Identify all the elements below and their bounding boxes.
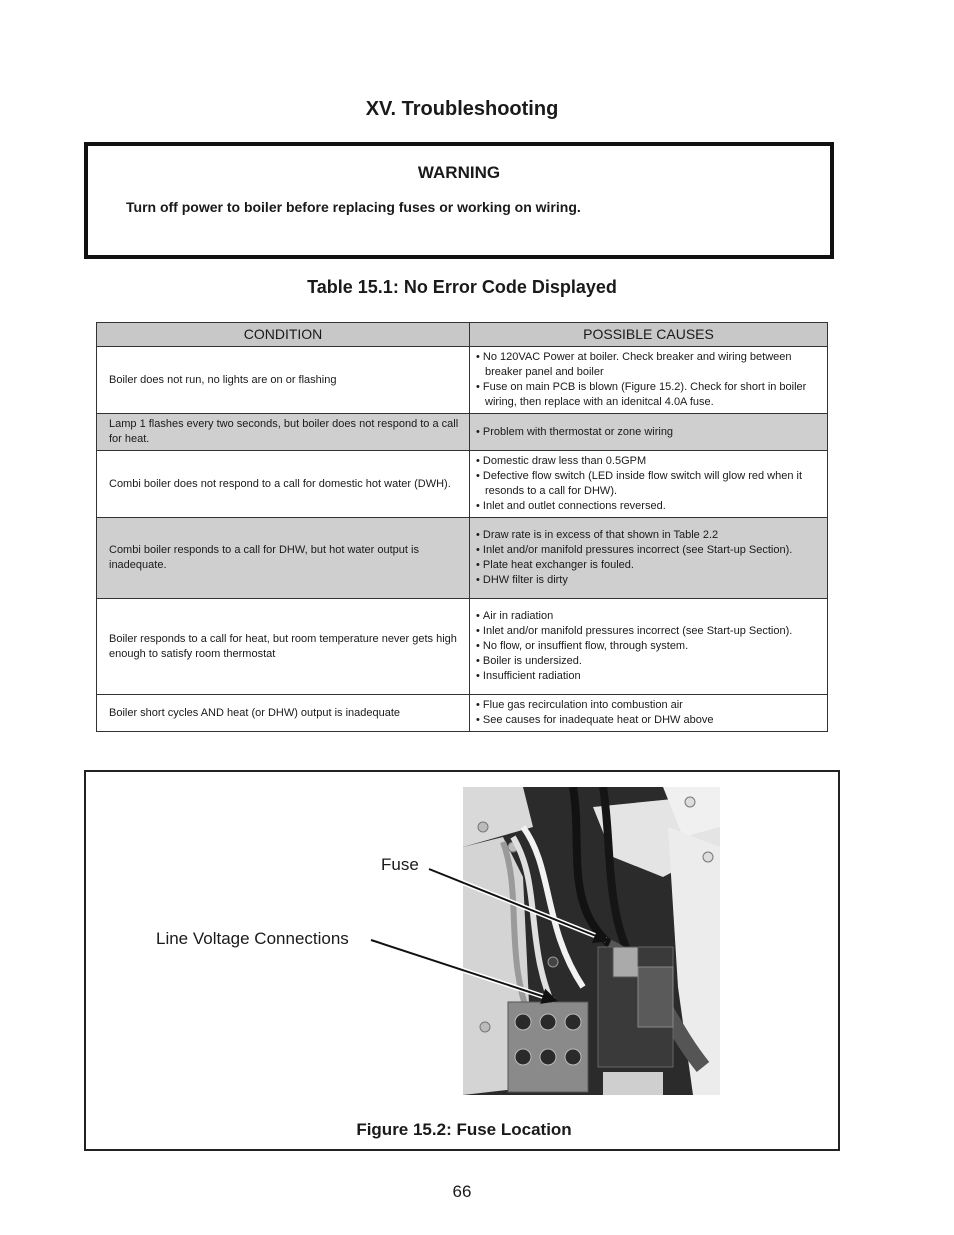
table-row [97,599,828,695]
cause-item: • Air in radiation [476,609,821,624]
causes-cell [470,414,828,451]
warning-text: Turn off power to boiler before replacing fuses or working on wiring. [126,199,581,215]
cause-item: • Draw rate is in excess of that shown in Table 2.2 [476,528,821,543]
cause-item: • Flue gas recirculation into combustion air [476,698,821,713]
cause-item: • Defective flow switch (LED inside flow switch will glow red when it resonds to a call for DHW). [476,469,821,499]
cause-item: • DHW filter is dirty [476,573,821,588]
cause-item: • Fuse on main PCB is blown (Figure 15.2). Check for short in boiler wiring, then replace with an idenitcal 4.0A fuse. [476,380,821,410]
cause-item: • Plate heat exchanger is fouled. [476,558,821,573]
causes-cell [470,599,828,695]
condition-cell: Boiler short cycles AND heat (or DHW) output is inadequate [97,695,470,732]
warning-title: WARNING [417,163,501,182]
header-condition: CONDITION [97,323,470,347]
cause-item: • Inlet and/or manifold pressures incorrect (see Start-up Section). [476,543,821,558]
cause-item: • Insufficient radiation [476,669,821,684]
table-header-row [97,323,828,347]
page-title: XV. Troubleshooting [365,98,559,120]
condition-cell: Combi boiler does not respond to a call for domestic hot water (DWH). [97,451,470,518]
table-row [97,414,828,451]
page-number: 66 [452,1182,472,1201]
cause-item: • Inlet and/or manifold pressures incorrect (see Start-up Section). [476,624,821,639]
cause-item: • No flow, or insuffient flow, through system. [476,639,821,654]
causes-cell [470,518,828,599]
table-row [97,451,828,518]
condition-cell: Boiler responds to a call for heat, but room temperature never gets high enough to satisfy room thermostat [97,599,470,695]
boiler-wiring-illustration [463,787,720,1095]
figure-caption: Figure 15.2: Fuse Location [356,1120,572,1139]
cause-item: • No 120VAC Power at boiler. Check breaker and wiring between breaker panel and boiler [476,350,821,380]
causes-cell [470,451,828,518]
condition-cell: Lamp 1 flashes every two seconds, but boiler does not respond to a call for heat. [97,414,470,451]
figure-box [84,770,840,1151]
cause-item: • Domestic draw less than 0.5GPM [476,454,821,469]
causes-cell [470,695,828,732]
header-possible-causes: POSSIBLE CAUSES [470,323,828,347]
fuse-label: Fuse [381,855,419,874]
warning-box [84,142,834,259]
cause-item: • Problem with thermostat or zone wiring [476,425,821,440]
condition-cell: Boiler does not run, no lights are on or flashing [97,347,470,414]
causes-cell [470,347,828,414]
table-row [97,695,828,732]
troubleshooting-table [96,322,828,732]
table-row [97,347,828,414]
condition-cell: Combi boiler responds to a call for DHW, but hot water output is inadequate. [97,518,470,599]
table-title: Table 15.1: No Error Code Displayed [307,277,617,297]
cause-item: • See causes for inadequate heat or DHW above [476,713,821,728]
table-row [97,518,828,599]
cause-item: • Boiler is undersized. [476,654,821,669]
line-voltage-label: Line Voltage Connections [156,929,349,948]
cause-item: • Inlet and outlet connections reversed. [476,499,821,514]
boiler-wiring-photo [463,787,720,1095]
